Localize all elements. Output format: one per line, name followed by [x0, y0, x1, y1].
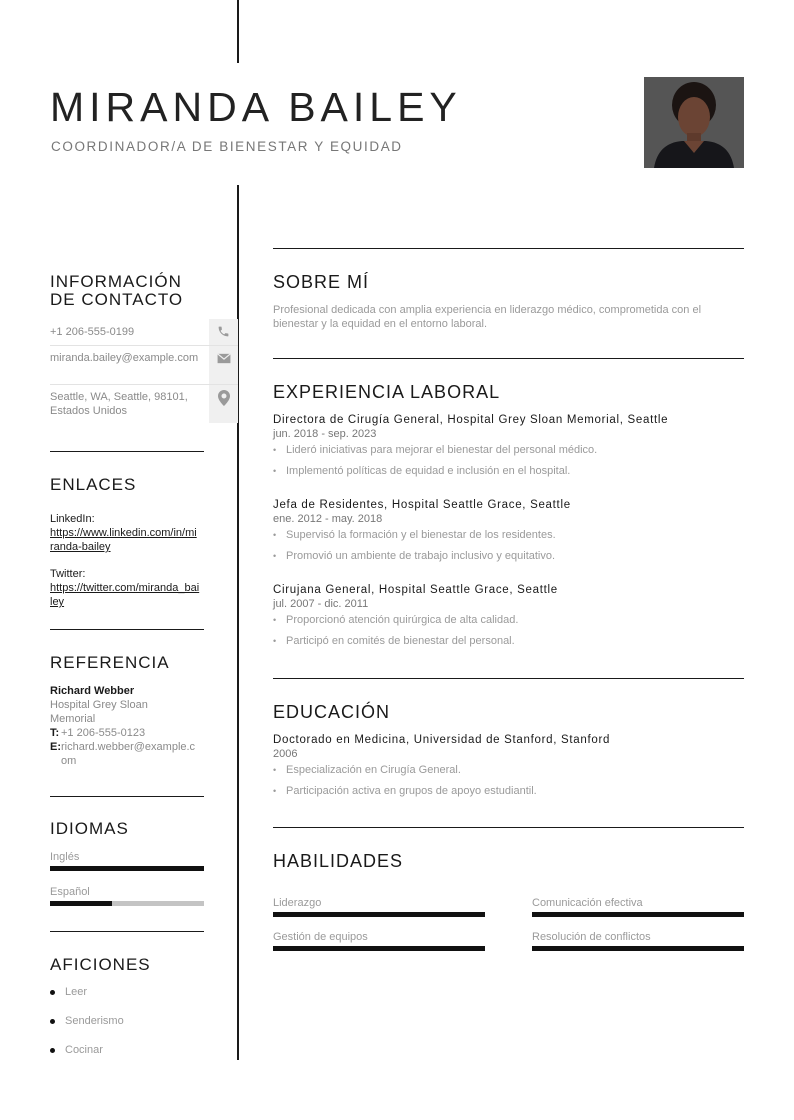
skill-item [532, 930, 744, 951]
reference-name: Richard Webber [50, 685, 135, 697]
reference-email[interactable]: richard.webber@example.com [61, 741, 196, 767]
skill-level-fill [532, 946, 744, 951]
language-name: Inglés [50, 851, 80, 863]
bullet-dot-icon [50, 1019, 55, 1024]
phone-icon [209, 325, 238, 338]
links-heading: ENLACES [50, 475, 137, 494]
skill-name: Resolución de conflictos [532, 931, 651, 943]
section-divider [273, 827, 744, 828]
education-bullet: • Especialización en Cirugía General. [273, 763, 744, 777]
section-divider [273, 358, 744, 359]
bullet-dot-icon [50, 1048, 55, 1053]
contact-address: Seattle, WA, Seattle, 98101, Estados Unidos [50, 391, 188, 417]
section-divider [50, 629, 204, 630]
language-level-bar [50, 901, 204, 906]
hobby-label: Senderismo [65, 1015, 124, 1027]
hobby-label: Cocinar [65, 1044, 103, 1056]
job-bullet: • Proporcionó atención quirúrgica de alta calidad. [273, 613, 744, 627]
twitter-label: Twitter: [50, 568, 86, 580]
language-level-fill [50, 866, 204, 871]
skill-level-fill [273, 912, 485, 917]
profile-photo [644, 77, 744, 168]
reference-organization: Hospital Grey Sloan Memorial [50, 699, 148, 725]
candidate-title: COORDINADOR/A DE BIENESTAR Y EQUIDAD [51, 139, 403, 154]
languages-heading: IDIOMAS [50, 819, 129, 838]
language-level-fill [50, 901, 112, 906]
job-bullets [273, 613, 744, 648]
degree-title: Doctorado en Medicina, Universidad de Stanford, Stanford [273, 734, 611, 746]
location-pin-icon [209, 390, 238, 406]
skill-name: Liderazgo [273, 897, 322, 909]
contact-heading: INFORMACIÓN DE CONTACTO [50, 272, 184, 309]
job-bullet: • Participó en comités de bienestar del personal. [273, 634, 744, 648]
degree-year: 2006 [273, 748, 298, 760]
contact-separator [50, 384, 238, 385]
reference-heading: REFERENCIA [50, 653, 170, 672]
hobby-item [50, 986, 87, 998]
skill-level-bar [273, 946, 485, 951]
about-heading: SOBRE MÍ [273, 272, 370, 292]
reference-phone-row [50, 726, 204, 740]
job-bullet: • Implementó políticas de equidad e inclusión en el hospital. [273, 464, 744, 478]
job-title: Directora de Cirugía General, Hospital Grey Sloan Memorial, Seattle [273, 414, 669, 426]
job-dates: jul. 2007 - dic. 2011 [273, 598, 369, 610]
education-entry [273, 733, 744, 805]
job-bullet: • Lideró iniciativas para mejorar el bienestar del personal médico. [273, 443, 744, 457]
linkedin-label: LinkedIn: [50, 513, 95, 525]
contact-email[interactable]: miranda.bailey@example.com [50, 352, 199, 364]
language-level-bar [50, 866, 204, 871]
section-divider [273, 678, 744, 679]
candidate-name: MIRANDA BAILEY [50, 84, 462, 130]
links-section [50, 476, 204, 609]
education-bullets [273, 763, 744, 798]
section-divider [273, 248, 744, 249]
hobby-item [50, 1015, 124, 1027]
section-divider [50, 931, 204, 932]
experience-heading: EXPERIENCIA LABORAL [273, 382, 501, 402]
column-divider-line [237, 185, 239, 1060]
job-bullets [273, 443, 744, 478]
job-entry [273, 413, 744, 485]
education-heading: EDUCACIÓN [273, 702, 391, 722]
reference-email-row [50, 740, 204, 768]
job-bullet: • Supervisó la formación y el bienestar de los residentes. [273, 528, 744, 542]
contact-section [50, 273, 204, 309]
skills-heading: HABILIDADES [273, 851, 404, 871]
section-divider [50, 796, 204, 797]
skill-item [273, 930, 485, 951]
contact-phone[interactable]: +1 206-555-0199 [50, 326, 135, 338]
hobby-item [50, 1044, 103, 1056]
skill-item [532, 896, 744, 917]
job-title: Jefa de Residentes, Hospital Seattle Grace, Seattle [273, 499, 571, 511]
reference-phone-key: T: [50, 727, 60, 739]
linkedin-link[interactable]: https://www.linkedin.com/in/miranda-bailey [50, 527, 197, 553]
job-dates: ene. 2012 - may. 2018 [273, 513, 383, 525]
job-entry [273, 583, 744, 655]
skill-level-bar [532, 946, 744, 951]
job-bullets [273, 528, 744, 563]
language-name: Español [50, 886, 90, 898]
reference-email-key: E: [50, 741, 61, 753]
about-text: Profesional dedicada con amplia experiencia en liderazgo médico, comprometida con el bienestar y la equidad en el entorno laboral. [273, 304, 702, 330]
skill-level-fill [532, 912, 744, 917]
job-entry [273, 498, 744, 570]
skill-name: Gestión de equipos [273, 931, 368, 943]
skill-level-bar [273, 912, 485, 917]
hobbies-heading: AFICIONES [50, 955, 151, 974]
contact-separator [50, 345, 238, 346]
bullet-dot-icon [50, 990, 55, 995]
section-divider [50, 451, 204, 452]
envelope-icon [209, 353, 238, 364]
reference-section [50, 654, 204, 768]
job-dates: jun. 2018 - sep. 2023 [273, 428, 377, 440]
languages-section [50, 820, 204, 906]
skill-name: Comunicación efectiva [532, 897, 643, 909]
hobby-label: Leer [65, 986, 88, 998]
skill-item [273, 896, 485, 917]
job-bullet: • Promovió un ambiente de trabajo inclusivo y equitativo. [273, 549, 744, 563]
skill-level-bar [532, 912, 744, 917]
job-title: Cirujana General, Hospital Seattle Grace, Seattle [273, 584, 558, 596]
education-bullet: • Participación activa en grupos de apoyo estudiantil. [273, 784, 744, 798]
skill-level-fill [273, 946, 485, 951]
reference-phone[interactable]: +1 206-555-0123 [61, 727, 146, 739]
twitter-link[interactable]: https://twitter.com/miranda_bailey [50, 582, 200, 608]
hobbies-section [50, 956, 204, 974]
top-divider-line [237, 0, 239, 63]
